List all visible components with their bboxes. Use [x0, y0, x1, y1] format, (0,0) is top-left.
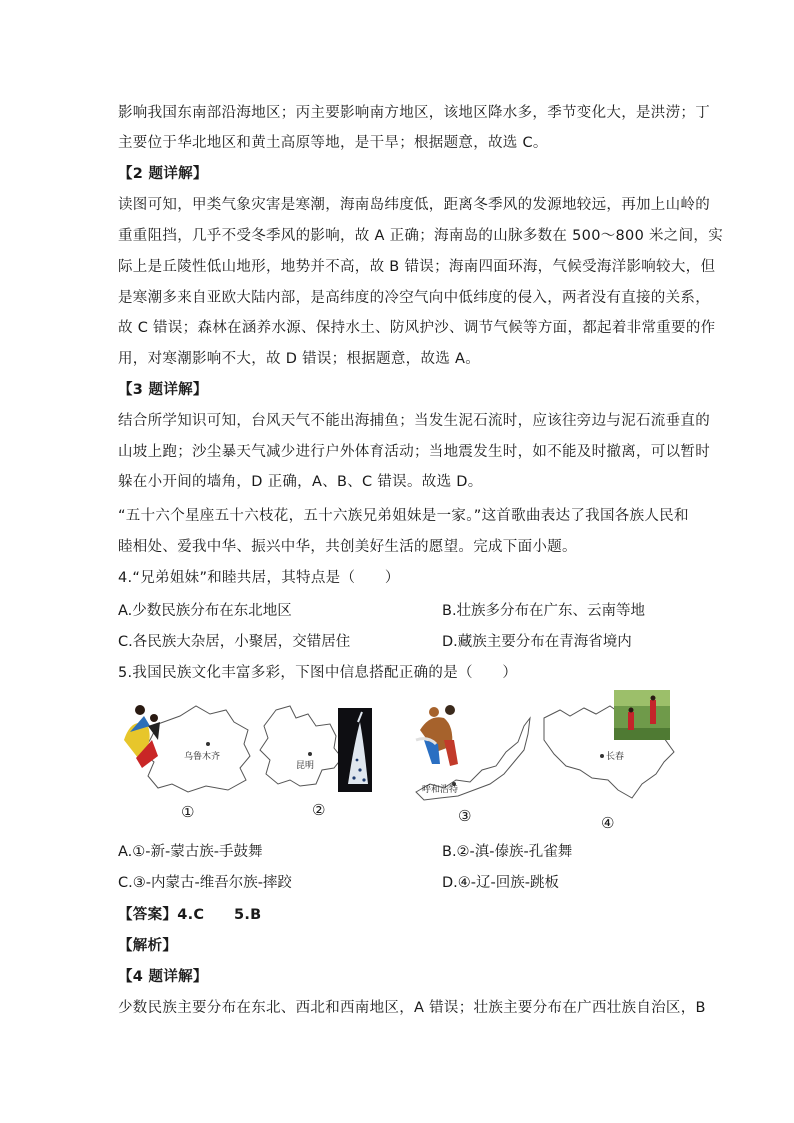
answer-line: 【答案】4.C 5.B [118, 907, 262, 923]
city-label-urumqi: 乌鲁木齐 [184, 752, 221, 762]
text-line-14: “五十六个星座五十六枝花，五十六族兄弟姐妹是一家。”这首歌曲表达了我国各族人民和 [118, 508, 689, 524]
q5-option-c: C.③-内蒙古-维吾尔族-摔跤 [118, 875, 292, 891]
map-number-3: ③ [458, 807, 472, 825]
analysis-heading: 【解析】 [118, 938, 178, 954]
q4-option-d: D.藏族主要分布在青海省境内 [442, 634, 632, 650]
section-heading-q2: 【2 题详解】 [118, 166, 208, 182]
question-4-stem: 4.“兄弟姐妹”和睦共居，其特点是（ ） [118, 570, 400, 586]
text-line-7: 是寒潮多来自亚欧大陆内部，是高纬度的冷空气向中低纬度的侵入，两者没有直接的关系， [118, 290, 710, 306]
question-5-stem: 5.我国民族文化丰富多彩，下图中信息搭配正确的是（ ） [118, 665, 518, 681]
text-line-9: 用，对寒潮影响不大，故 D 错误；根据题意，故选 A。 [118, 351, 481, 367]
q5-option-d: D.④-辽-回族-跳板 [442, 875, 559, 891]
peacock-dance-photo [338, 708, 372, 792]
wrestling-illustration [416, 705, 458, 766]
map-inner-mongolia [410, 700, 534, 804]
city-dot [308, 752, 312, 756]
text-line-11: 结合所学知识可知，台风天气不能出海捕鱼；当发生泥石流时，应该往旁边与泥石流垂直的 [118, 413, 710, 429]
text-line-13: 躲在小开间的墙角，D 正确，A、B、C 错误。故选 D。 [118, 474, 483, 490]
map-yunnan [256, 704, 376, 800]
text-line-5: 重重阻挡，几乎不受冬季风的影响，故 A 正确；海南岛的山脉多数在 500～800 米之间，实 [118, 228, 724, 244]
city-dot [600, 754, 604, 758]
city-label-kunming: 昆明 [296, 761, 315, 771]
text-line-6: 际上是丘陵性低山地形，地势并不高，故 B 错误；海南四面环海，气候受海洋影响较大，但 [118, 259, 716, 275]
q4-option-c: C.各民族大杂居，小聚居，交错居住 [118, 634, 351, 650]
map-xinjiang [118, 696, 258, 800]
map-number-4: ④ [601, 814, 615, 832]
map-number-1: ① [181, 803, 195, 821]
q4-option-b: B.壮族多分布在广东、云南等地 [442, 603, 646, 619]
text-line-1: 影响我国东南部沿海地区；丙主要影响南方地区，该地区降水多，季节变化大，是洪涝；丁 [118, 105, 710, 121]
map-jilin [540, 690, 680, 802]
section-heading-q4: 【4 题详解】 [118, 969, 208, 985]
q4-option-a: A.少数民族分布在东北地区 [118, 603, 292, 619]
text-line-4: 读图可知，甲类气象灾害是寒潮，海南岛纬度低，距离冬季风的发源地较远，再加上山岭的 [118, 197, 710, 213]
xinjiang-outline [142, 706, 250, 792]
section-heading-q3: 【3 题详解】 [118, 382, 208, 398]
text-line-last: 少数民族主要分布在东北、西北和西南地区，A 错误；壮族主要分布在广西壮族自治区，B [118, 1000, 706, 1016]
yunnan-outline [260, 706, 342, 786]
map-number-2: ② [312, 801, 326, 819]
city-label-hohhot: 呼和浩特 [422, 785, 459, 795]
city-dot [206, 742, 210, 746]
q5-option-b: B.②-滇-傣族-孔雀舞 [442, 844, 573, 860]
text-line-2: 主要位于华北地区和黄土高原等地，是干旱；根据题意，故选 C。 [118, 135, 548, 151]
jumping-board-photo [614, 690, 670, 740]
text-line-12: 山坡上跑；沙尘暴天气减少进行户外体育活动；当地震发生时，如不能及时撤离，可以暂时 [118, 444, 710, 460]
text-line-8: 故 C 错误；森林在涵养水源、保持水土、防风护沙、调节气候等方面，都起着非常重要的作 [118, 320, 716, 336]
text-line-15: 睦相处、爱我中华、振兴中华，共创美好生活的愿望。完成下面小题。 [118, 539, 577, 555]
city-label-changchun: 长春 [606, 752, 625, 762]
q5-option-a: A.①-新-蒙古族-手鼓舞 [118, 844, 263, 860]
